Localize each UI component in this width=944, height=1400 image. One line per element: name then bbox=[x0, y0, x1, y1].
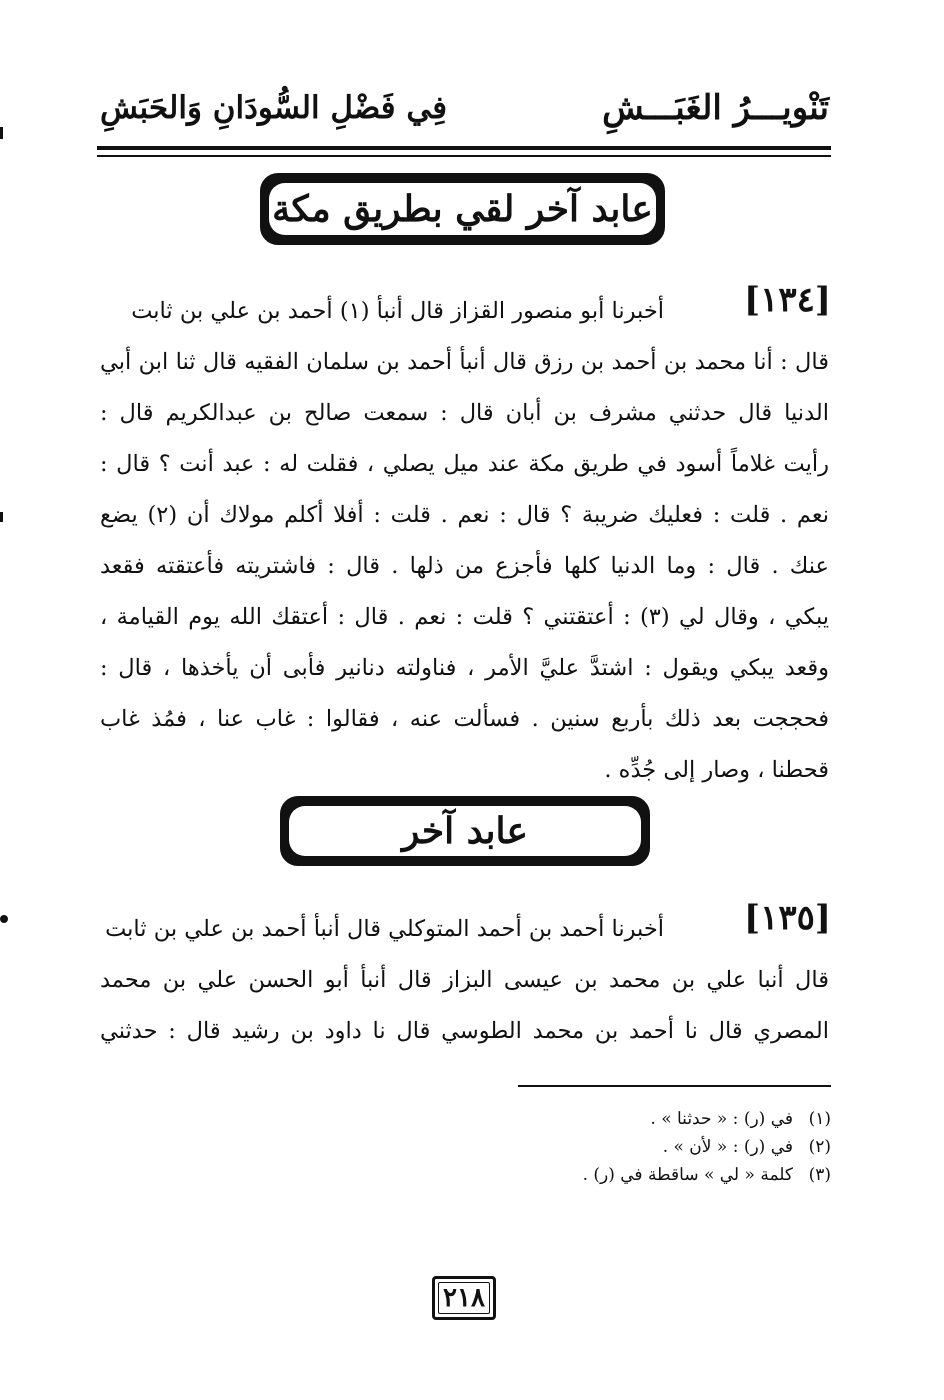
paragraph-number: [١٣٥] bbox=[744, 898, 831, 938]
text-line: الدنيا قال حدثني مشرف بن أبان قال : سمعت صالح بن عبدالكريم قال : bbox=[100, 400, 829, 426]
footnote bbox=[431, 1133, 831, 1161]
paragraph-135 bbox=[100, 904, 829, 1057]
footnote-number: (٢) bbox=[808, 1137, 831, 1157]
book-title: تَنْويـــرُ الغَبَـــشِ bbox=[602, 88, 829, 128]
running-header bbox=[100, 88, 829, 134]
scan-edge-mark bbox=[0, 915, 8, 923]
text-line: أخبرنا أحمد بن أحمد المتوكلي قال أنبأ أحمد بن علي بن ثابت bbox=[105, 916, 664, 942]
text-line: قال : أنا محمد بن أحمد بن رزق قال أنبأ أحمد بن سلمان الفقيه قال ثنا ابن أبي bbox=[100, 349, 829, 375]
footnote-text: في (ر) : « حدثنا » . bbox=[650, 1109, 793, 1129]
scan-edge-mark bbox=[0, 512, 3, 522]
scan-edge-mark bbox=[0, 127, 3, 139]
footnote-rule bbox=[518, 1085, 831, 1087]
section-heading: عابد آخر لقي بطريق مكة bbox=[269, 183, 656, 234]
text-line: قحطنا ، وصار إلى جُدِّه . bbox=[604, 757, 829, 783]
footnote bbox=[431, 1105, 831, 1133]
section-heading: عابد آخر bbox=[289, 806, 641, 856]
page-number-box bbox=[432, 1276, 496, 1320]
text-line: أخبرنا أبو منصور القزاز قال أنبأ (١) أحمد بن علي بن ثابت bbox=[131, 298, 664, 324]
text-line: قال أنبا علي بن محمد بن عيسى البزاز قال أنبأ أبو الحسن علي بن محمد bbox=[100, 967, 829, 993]
paragraph-134 bbox=[100, 286, 829, 796]
text-line: رأيت غلاماً أسود في طريق مكة عند ميل يصلي ، فقلت له : عبد أنت ؟ قال : bbox=[100, 451, 829, 477]
text-line: فحججت بعد ذلك بأربع سنين . فسألت عنه ، فقالوا : غاب عنا ، فمُذ غاب bbox=[100, 706, 829, 732]
text-line: وقعد يبكي ويقول : اشتدَّ عليَّ الأمر ، فناولته دنانير فأبى أن يأخذها ، قال : bbox=[100, 655, 829, 681]
page-number: ٢١٨ bbox=[443, 1283, 485, 1313]
paragraph-number: [١٣٤] bbox=[744, 280, 831, 320]
footnote-number: (١) bbox=[808, 1109, 831, 1129]
footnote bbox=[431, 1161, 831, 1189]
section-heading-box bbox=[280, 796, 650, 866]
footnotes bbox=[431, 1105, 831, 1189]
text-line: نعم . قلت : فعليك ضريبة ؟ قال : نعم . قلت : أفلا أكلم مولاك أن (٢) يضع bbox=[100, 502, 829, 528]
section-heading-box bbox=[260, 173, 665, 245]
footnote-text: كلمة « لي » ساقطة في (ر) . bbox=[582, 1165, 793, 1185]
book-subtitle: فِي فَضْلِ السُّودَانِ وَالحَبَشِ bbox=[100, 90, 448, 126]
footnote-text: في (ر) : « لأن » . bbox=[662, 1137, 793, 1157]
header-rule-thick bbox=[97, 146, 831, 150]
text-line: يبكي ، وقال لي (٣) : أعتقتني ؟ قلت : نعم . قال : أعتقك الله يوم القيامة ، bbox=[100, 604, 829, 630]
text-line: المصري قال نا أحمد بن محمد الطوسي قال نا داود بن رشيد قال : حدثني bbox=[100, 1018, 829, 1044]
header-rule-thin bbox=[97, 155, 831, 157]
footnote-number: (٣) bbox=[808, 1165, 831, 1185]
text-line: عنك . قال : وما الدنيا كلها فأجزع من ذلها . قال : فاشتريته فأعتقته فقعد bbox=[100, 553, 829, 579]
